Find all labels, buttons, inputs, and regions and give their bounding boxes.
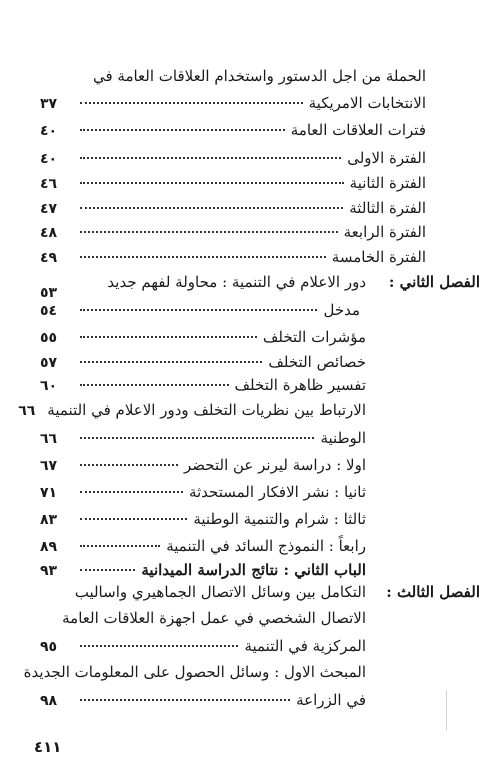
toc-label: اولا : دراسة ليرنر عن التحضر (184, 456, 366, 474)
toc-label: فترات العلاقات العامة (290, 121, 426, 139)
toc-entry-indicators (40, 327, 366, 348)
toc-page-number: ٤٠ (40, 151, 58, 167)
toc-entry-fourth (40, 536, 366, 557)
toc-label: دور الاعلام في التنمية : محاولة لفهم جديد (107, 273, 366, 291)
leader-dots (80, 275, 101, 283)
leader-dots (80, 94, 303, 104)
toc-entry-part2 (40, 560, 366, 581)
toc-label: رابعاً : النموذج السائد في التنمية (166, 537, 366, 555)
toc-entry-second (40, 482, 366, 503)
page-number: ٤١١ (34, 738, 62, 756)
toc-label: الاتصال الشخصي في عمل اجهزة العلاقات العامة (62, 609, 366, 627)
leader-dots (80, 121, 285, 131)
toc-page-number: ٥٧ (40, 355, 58, 371)
leader-dots (80, 483, 183, 493)
leader-dots (80, 510, 187, 520)
toc-label: الوطنية (320, 429, 366, 447)
toc-page-number: ٤٩ (40, 250, 58, 266)
leader-dots (80, 561, 135, 571)
toc-entry-chapter3-line2 (40, 608, 366, 628)
leader-dots (80, 199, 343, 209)
toc-entry-chapter2 (40, 272, 366, 301)
toc-entry-chapter3 (40, 636, 366, 657)
toc-entry-section1 (40, 690, 366, 711)
toc-entry-link-line1 (18, 400, 366, 421)
toc-label: مؤشرات التخلف (262, 328, 366, 346)
toc-entry-period2 (40, 173, 426, 194)
toc-entry-section1-line1 (23, 662, 366, 682)
margin-line (446, 690, 447, 730)
toc-entry-periods (40, 120, 426, 141)
toc-page-number: ٦٦ (40, 431, 58, 447)
toc-entry-intro (40, 300, 360, 321)
chapter-2-label: الفصل الثاني : (388, 273, 480, 291)
toc-label: في الزراعة (296, 691, 366, 709)
leader-dots (80, 537, 160, 547)
toc-page-number: ٧١ (40, 485, 58, 501)
toc-label: الفترة الثانية (349, 174, 426, 192)
toc-page-number: ٤٦ (40, 176, 58, 192)
toc-page-number: ٥٥ (40, 330, 58, 346)
toc-label: ثالثا : شرام والتنمية الوطنية (193, 510, 366, 528)
toc-label: الارتباط بين نظريات التخلف ودور الاعلام في التنمية (47, 401, 366, 419)
toc-entry-third (40, 509, 366, 530)
leader-dots (80, 353, 262, 363)
leader-dots (80, 691, 290, 701)
toc-entry-campaign-line1 (86, 66, 426, 86)
toc-page-number: ٨٩ (40, 539, 58, 555)
toc-label: الفترة الخامسة (331, 248, 426, 266)
toc-label: مدخل (323, 301, 360, 319)
toc-page-number: ٤٧ (40, 201, 58, 217)
toc-page-number: ٩٣ (40, 563, 58, 579)
toc-page-number: ٩٥ (40, 639, 58, 655)
toc-page-number: ٨٣ (40, 512, 58, 528)
toc-label: خصائص التخلف (268, 353, 366, 371)
leader-dots (80, 456, 178, 466)
toc-entry-period4 (40, 222, 426, 243)
toc-page-number: ٦٠ (40, 378, 58, 394)
toc-entry-characteristics (40, 352, 366, 373)
toc-label: الحملة من اجل الدستور واستخدام العلاقات العامة في (92, 67, 426, 85)
toc-label: المبحث الاول : وسائل الحصول على المعلومات الجديدة (23, 663, 366, 681)
toc-entry-first (40, 455, 366, 476)
toc-label: التكامل بين وسائل الاتصال الجماهيري واساليب (74, 583, 366, 601)
toc-label: تفسير ظاهرة التخلف (234, 376, 366, 394)
leader-dots (80, 429, 314, 439)
toc-page-number: ٤٨ (40, 225, 58, 241)
toc-page-number: ٣٧ (40, 96, 58, 112)
toc-label: الباب الثاني : نتائج الدراسة الميدانية (141, 561, 366, 579)
toc-page-number: ٦٧ (40, 458, 58, 474)
toc-entry-chapter3-line1 (40, 582, 366, 602)
toc-label: الانتخابات الامريكية (308, 94, 426, 112)
toc-label: ثانيا : نشر الافكار المستحدثة (188, 483, 366, 501)
toc-entry-link (40, 428, 366, 449)
leader-dots (80, 328, 257, 338)
toc-entry-period5 (40, 247, 426, 268)
toc-label: الفترة الثالثة (349, 199, 426, 217)
toc-entry-interpretation (40, 375, 366, 396)
toc-page-number: ٥٤ (40, 303, 58, 319)
toc-entry-campaign (40, 93, 426, 114)
toc-page-number: ٤٠ (40, 123, 58, 139)
toc-label: الفترة الرابعة (343, 223, 426, 241)
toc-page-number: ٥٣ (40, 285, 58, 301)
leader-dots (80, 376, 229, 386)
toc-entry-period1 (40, 148, 426, 169)
toc-label: الفترة الاولى (347, 149, 426, 167)
toc-label: المركزية في التنمية (244, 637, 366, 655)
toc-entry-period3 (40, 198, 426, 219)
chapter-3-label: الفصل الثالث : (386, 583, 480, 601)
leader-dots (80, 248, 326, 258)
leader-dots (80, 301, 317, 311)
leader-dots (80, 223, 338, 233)
toc-page-number: ٦٦ (18, 403, 36, 419)
leader-dots (80, 174, 344, 184)
leader-dots (80, 149, 341, 159)
toc-page-number: ٩٨ (40, 693, 58, 709)
leader-dots (80, 637, 238, 647)
